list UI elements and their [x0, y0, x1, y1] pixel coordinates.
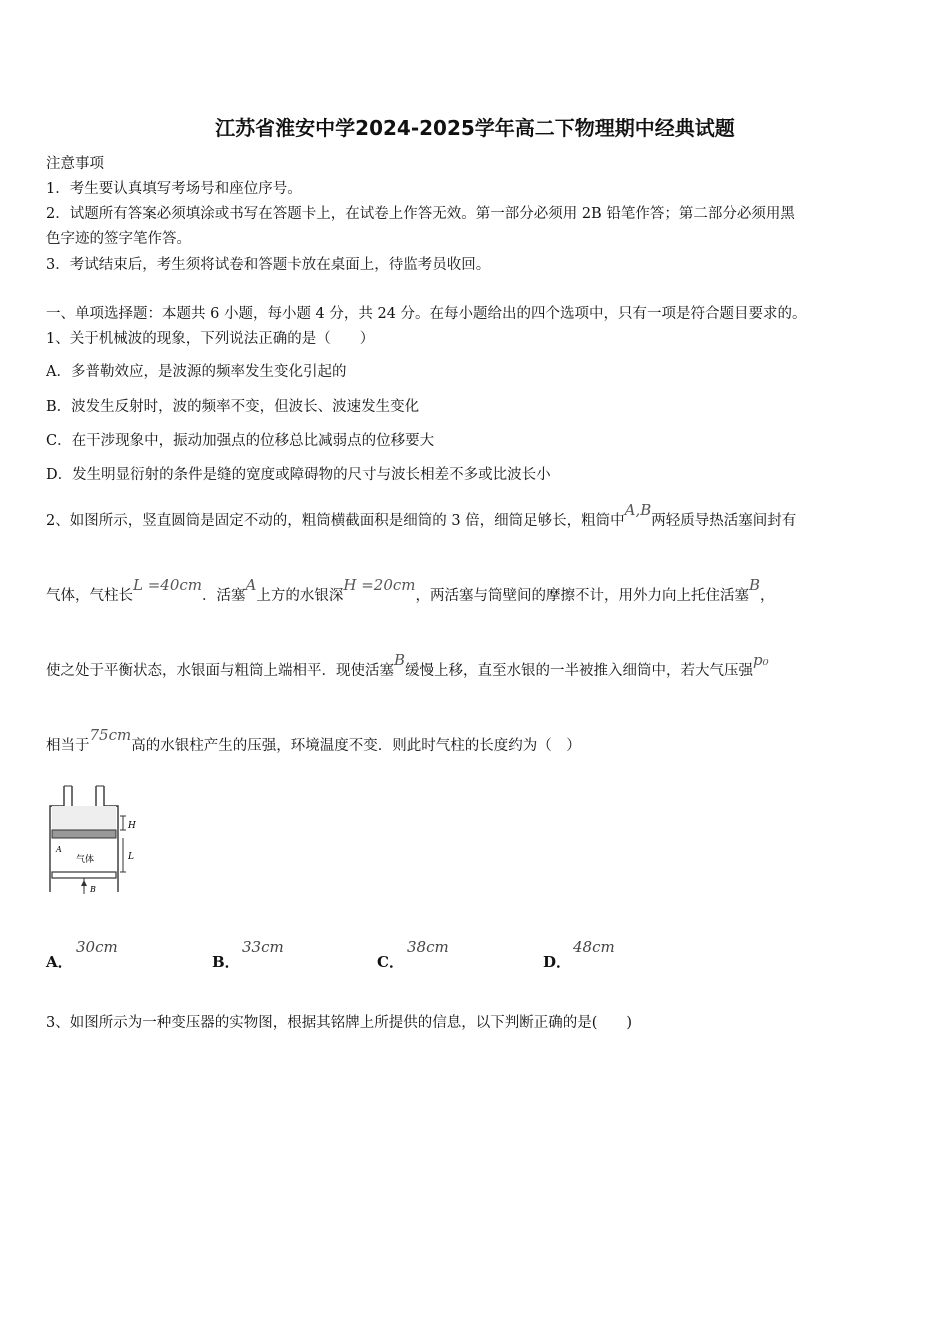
q3-stem: 3、如图所示为一种变压器的实物图，根据其铭牌上所提供的信息，以下判断正确的是( )	[46, 1015, 633, 1031]
notice-item-3: 3．考试结束后，考生须将试卷和答题卡放在桌面上，待监考员收回。	[46, 257, 491, 273]
figure-label-a: A	[56, 845, 62, 854]
q2-text: ．活塞	[202, 588, 246, 604]
q2-line-1	[46, 501, 797, 530]
figure-label-gas: 气体	[76, 855, 95, 865]
q2-text: 两轻质导热活塞间封有	[651, 513, 797, 529]
notice-heading: 注意事项	[46, 156, 104, 172]
q1-stem: 1、关于机械波的现象，下列说法正确的是（ ）	[46, 331, 375, 347]
q2-math-a: A	[245, 576, 257, 594]
q1-option-a: A．多普勒效应，是波源的频率发生变化引起的	[46, 364, 347, 380]
q2-line-4	[46, 726, 581, 755]
exam-title: 江苏省淮安中学2024-2025学年高二下物理期中经典试题	[215, 116, 735, 140]
q2-math-b: B	[394, 651, 406, 669]
cylinder-figure	[44, 782, 144, 902]
notice-item-2: 2．试题所有答案必须填涂或书写在答题卡上，在试卷上作答无效。第一部分必须用 2B 铅笔作答；第二部分必须用黑	[46, 206, 795, 222]
q1-option-d: D．发生明显衍射的条件是缝的宽度或障碍物的尺寸与波长相差不多或比波长小	[46, 467, 551, 483]
q2-text: ，	[760, 588, 775, 604]
q2-math-l: L =40cm	[133, 576, 203, 594]
q2-math-75cm: 75cm	[89, 726, 132, 744]
q2-math-p0: p₀	[753, 651, 769, 669]
q2-line-2	[46, 576, 775, 605]
q2-text: 气体，气柱长	[46, 588, 133, 604]
q2-text: 相当于	[46, 738, 90, 754]
q2-math-b: B	[749, 576, 761, 594]
q2-option-b-label: B．	[212, 953, 240, 971]
q2-option-d-value: 48cm	[573, 938, 615, 956]
q2-option-d-label: D．	[543, 953, 572, 971]
section-heading: 一、单项选择题：本题共 6 小题，每小题 4 分，共 24 分。在每小题给出的四个选项中，只有一项是符合题目要求的。	[46, 306, 807, 322]
notice-item-2-cont: 色字迹的签字笔作答。	[46, 231, 191, 247]
q2-math-ab: A,B	[624, 501, 652, 519]
q2-text: 2、如图所示，竖直圆筒是固定不动的，粗筒横截面积是细筒的 3 倍，细筒足够长，粗筒中	[46, 513, 625, 529]
figure-label-h: H	[128, 821, 136, 831]
q2-line-3	[46, 651, 769, 680]
figure-label-l: L	[128, 852, 134, 862]
q2-text: 缓慢上移，直至水银的一半被推入细筒中，若大气压强	[405, 663, 754, 679]
q2-option-b-value: 33cm	[242, 938, 284, 956]
q2-text: 高的水银柱产生的压强，环境温度不变．则此时气柱的长度约为（ ）	[131, 738, 581, 754]
q1-option-c: C．在干涉现象中，振动加强点的位移总比减弱点的位移要大	[46, 433, 435, 449]
q2-text: 使之处于平衡状态，水银面与粗筒上端相平．现使活塞	[46, 663, 394, 679]
q2-math-h: H =20cm	[343, 576, 416, 594]
q2-option-a-value: 30cm	[76, 938, 118, 956]
figure-label-b: B	[90, 885, 96, 894]
q2-text: ，两活塞与筒壁间的摩擦不计，用外力向上托住活塞	[415, 588, 749, 604]
q2-option-a-label: A．	[46, 953, 73, 971]
q2-option-c-value: 38cm	[407, 938, 449, 956]
q2-option-c-label: C．	[377, 953, 404, 971]
q1-option-b: B．波发生反射时，波的频率不变，但波长、波速发生变化	[46, 399, 420, 415]
notice-item-1: 1．考生要认真填写考场号和座位序号。	[46, 181, 302, 197]
q2-text: 上方的水银深	[256, 588, 344, 604]
